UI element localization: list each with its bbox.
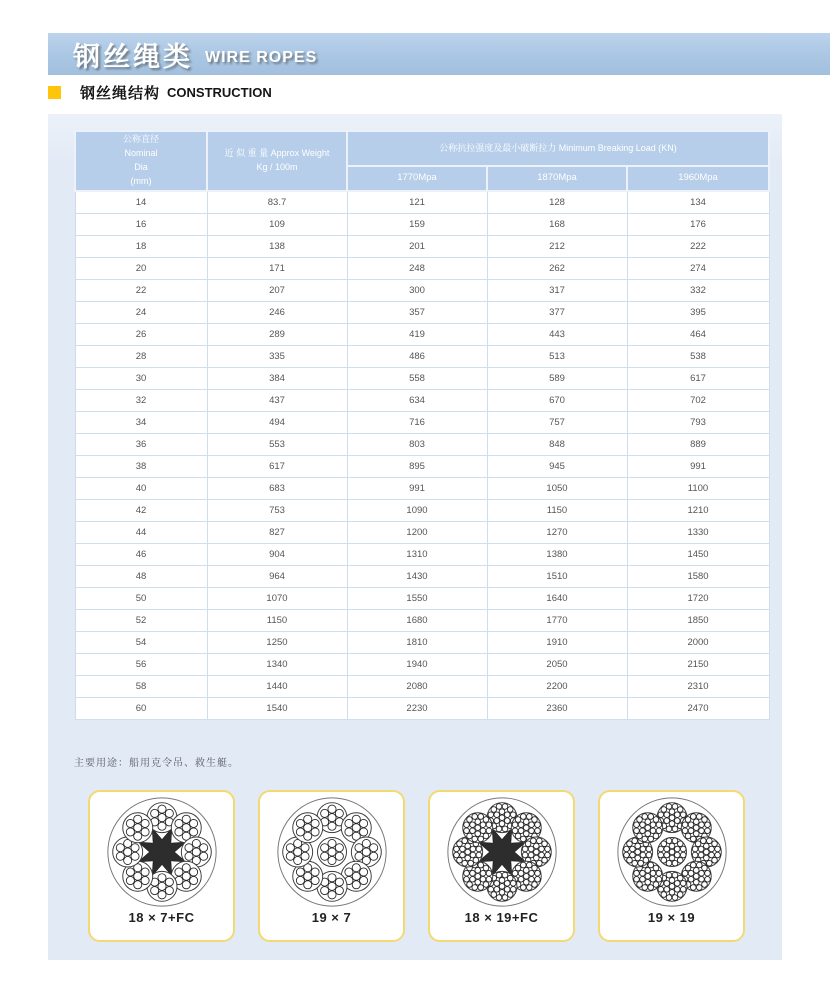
cell-load-1770: 558: [347, 367, 487, 389]
cell-diameter: 46: [75, 543, 207, 565]
cell-diameter: 16: [75, 213, 207, 235]
cell-diameter: 44: [75, 521, 207, 543]
cell-load-1770: 201: [347, 235, 487, 257]
cell-weight: 1440: [207, 675, 347, 697]
cell-diameter: 60: [75, 697, 207, 719]
cell-load-1960: 889: [627, 433, 769, 455]
cell-load-1870: 443: [487, 323, 627, 345]
table-row: [75, 521, 769, 543]
cell-load-1770: 1680: [347, 609, 487, 631]
cell-load-1960: 2000: [627, 631, 769, 653]
cell-diameter: 14: [75, 191, 207, 214]
cell-weight: 683: [207, 477, 347, 499]
spec-table: [74, 130, 770, 720]
cell-load-1870: 945: [487, 455, 627, 477]
cell-weight: 384: [207, 367, 347, 389]
cell-weight: 553: [207, 433, 347, 455]
cell-diameter: 30: [75, 367, 207, 389]
col-header-diameter-line: Nominal: [124, 147, 158, 158]
cell-load-1960: 1100: [627, 477, 769, 499]
table-row: [75, 323, 769, 345]
cell-diameter: 38: [75, 455, 207, 477]
cell-load-1870: 262: [487, 257, 627, 279]
cell-load-1770: 1430: [347, 565, 487, 587]
cell-load-1960: 1330: [627, 521, 769, 543]
cell-load-1770: 716: [347, 411, 487, 433]
col-header-breaking-load: 公称抗拉强度及最小破断拉力 Minimum Breaking Load (KN): [347, 131, 769, 166]
rope-cross-section: [274, 794, 390, 910]
table-row: [75, 301, 769, 323]
rope-construction-label: 18 × 19+FC: [464, 910, 539, 925]
rope-cross-section: [104, 794, 220, 910]
table-row: [75, 675, 769, 697]
cell-load-1870: 1770: [487, 609, 627, 631]
cell-load-1870: 317: [487, 279, 627, 301]
cell-load-1870: 1640: [487, 587, 627, 609]
table-row: [75, 609, 769, 631]
usage-footnote: 主要用途：船用克令吊、救生艇。: [74, 758, 239, 769]
cell-weight: 617: [207, 455, 347, 477]
table-row: [75, 433, 769, 455]
table-row: [75, 411, 769, 433]
cell-load-1770: 248: [347, 257, 487, 279]
col-header-weight-line: 近 似 重 量 Approx Weight: [224, 147, 330, 158]
table-row: [75, 631, 769, 653]
cell-diameter: 50: [75, 587, 207, 609]
section-title-en: CONSTRUCTION: [167, 84, 272, 100]
cell-load-1960: 2310: [627, 675, 769, 697]
rope-cross-section: [444, 794, 560, 910]
cell-load-1960: 176: [627, 213, 769, 235]
cell-load-1770: 121: [347, 191, 487, 214]
cell-load-1960: 2470: [627, 697, 769, 719]
section-title-zh: 钢丝绳结构: [80, 84, 161, 102]
cell-diameter: 48: [75, 565, 207, 587]
page-banner: [48, 33, 830, 75]
cell-weight: 437: [207, 389, 347, 411]
cell-load-1870: 2360: [487, 697, 627, 719]
cell-weight: 904: [207, 543, 347, 565]
table-row: [75, 213, 769, 235]
cell-load-1960: 134: [627, 191, 769, 214]
cell-diameter: 34: [75, 411, 207, 433]
cell-diameter: 58: [75, 675, 207, 697]
table-header-row-1: [75, 131, 769, 166]
cell-load-1770: 1810: [347, 631, 487, 653]
cell-weight: 827: [207, 521, 347, 543]
banner-title-zh: 钢丝绳类: [73, 41, 193, 72]
cell-load-1870: 513: [487, 345, 627, 367]
cell-weight: 1340: [207, 653, 347, 675]
cell-load-1870: 589: [487, 367, 627, 389]
cell-load-1960: 793: [627, 411, 769, 433]
cell-load-1770: 895: [347, 455, 487, 477]
table-row: [75, 653, 769, 675]
cell-load-1870: 377: [487, 301, 627, 323]
cell-weight: 109: [207, 213, 347, 235]
cell-load-1770: 300: [347, 279, 487, 301]
cell-load-1960: 1580: [627, 565, 769, 587]
rope-construction-label: 19 × 19: [647, 910, 696, 925]
cell-load-1870: 1270: [487, 521, 627, 543]
cell-load-1770: 634: [347, 389, 487, 411]
cell-load-1870: 2200: [487, 675, 627, 697]
cell-load-1870: 1380: [487, 543, 627, 565]
cell-load-1870: 670: [487, 389, 627, 411]
table-row: [75, 477, 769, 499]
cell-diameter: 36: [75, 433, 207, 455]
cell-load-1870: 848: [487, 433, 627, 455]
cell-weight: 246: [207, 301, 347, 323]
rope-construction-label: 18 × 7+FC: [128, 910, 195, 925]
cell-load-1770: 1550: [347, 587, 487, 609]
col-header-grade-1770: 1770Mpa: [347, 166, 487, 191]
cell-weight: 171: [207, 257, 347, 279]
section-header: [48, 84, 272, 100]
cell-load-1870: 1510: [487, 565, 627, 587]
table-row: [75, 191, 769, 214]
table-row: [75, 543, 769, 565]
cell-load-1770: 2230: [347, 697, 487, 719]
cell-load-1770: 419: [347, 323, 487, 345]
banner-title-en: WIRE ROPES: [205, 49, 318, 66]
col-header-grade-1960: 1960Mpa: [627, 166, 769, 191]
cell-diameter: 24: [75, 301, 207, 323]
cell-weight: 83.7: [207, 191, 347, 214]
cell-load-1770: 1940: [347, 653, 487, 675]
rope-construction-label: 19 × 7: [311, 910, 352, 925]
table-row: [75, 565, 769, 587]
table-row: [75, 455, 769, 477]
col-header-diameter-line: (mm): [130, 175, 152, 186]
cell-load-1960: 274: [627, 257, 769, 279]
cell-load-1870: 1050: [487, 477, 627, 499]
content-panel: [48, 114, 782, 960]
cell-load-1960: 222: [627, 235, 769, 257]
cell-load-1870: 2050: [487, 653, 627, 675]
cell-weight: 1540: [207, 697, 347, 719]
cell-load-1770: 357: [347, 301, 487, 323]
cell-load-1770: 2080: [347, 675, 487, 697]
cell-load-1960: 464: [627, 323, 769, 345]
cell-weight: 1070: [207, 587, 347, 609]
cell-load-1870: 1910: [487, 631, 627, 653]
cell-load-1870: 1150: [487, 499, 627, 521]
cell-diameter: 52: [75, 609, 207, 631]
cell-diameter: 56: [75, 653, 207, 675]
col-header-grade-1870: 1870Mpa: [487, 166, 627, 191]
cell-load-1770: 159: [347, 213, 487, 235]
cell-diameter: 20: [75, 257, 207, 279]
table-row: [75, 235, 769, 257]
rope-card: [598, 790, 745, 942]
cell-load-1960: 1210: [627, 499, 769, 521]
cell-load-1960: 1720: [627, 587, 769, 609]
col-header-diameter-line: Dia: [134, 161, 148, 172]
cell-load-1960: 1450: [627, 543, 769, 565]
table-row: [75, 697, 769, 719]
cell-diameter: 26: [75, 323, 207, 345]
cell-load-1960: 702: [627, 389, 769, 411]
cell-diameter: 42: [75, 499, 207, 521]
rope-card: [258, 790, 405, 942]
cell-load-1770: 991: [347, 477, 487, 499]
table-row: [75, 257, 769, 279]
cell-diameter: 32: [75, 389, 207, 411]
cell-weight: 1150: [207, 609, 347, 631]
cell-diameter: 54: [75, 631, 207, 653]
table-row: [75, 499, 769, 521]
rope-diagram-cards: [88, 790, 745, 942]
cell-weight: 207: [207, 279, 347, 301]
col-header-diameter: [75, 131, 207, 191]
cell-load-1870: 212: [487, 235, 627, 257]
rope-card: [88, 790, 235, 942]
cell-load-1960: 332: [627, 279, 769, 301]
cell-weight: 1250: [207, 631, 347, 653]
rope-card: [428, 790, 575, 942]
cell-load-1960: 2150: [627, 653, 769, 675]
cell-load-1870: 128: [487, 191, 627, 214]
table-row: [75, 279, 769, 301]
cell-load-1870: 168: [487, 213, 627, 235]
rope-cross-section: [614, 794, 730, 910]
cell-load-1870: 757: [487, 411, 627, 433]
cell-diameter: 28: [75, 345, 207, 367]
cell-diameter: 40: [75, 477, 207, 499]
cell-load-1960: 617: [627, 367, 769, 389]
col-header-diameter-line: 公称直径: [122, 134, 159, 144]
cell-weight: 138: [207, 235, 347, 257]
cell-diameter: 22: [75, 279, 207, 301]
cell-weight: 964: [207, 565, 347, 587]
cell-load-1770: 1200: [347, 521, 487, 543]
cell-load-1960: 1850: [627, 609, 769, 631]
cell-load-1770: 1310: [347, 543, 487, 565]
col-header-weight-line: Kg / 100m: [256, 161, 298, 172]
table-row: [75, 587, 769, 609]
cell-weight: 289: [207, 323, 347, 345]
cell-weight: 753: [207, 499, 347, 521]
col-header-weight: [207, 131, 347, 191]
cell-load-1770: 486: [347, 345, 487, 367]
cell-load-1770: 803: [347, 433, 487, 455]
cell-load-1960: 538: [627, 345, 769, 367]
cell-diameter: 18: [75, 235, 207, 257]
cell-load-1960: 991: [627, 455, 769, 477]
yellow-square-icon: [48, 86, 61, 99]
cell-weight: 494: [207, 411, 347, 433]
table-row: [75, 367, 769, 389]
table-row: [75, 389, 769, 411]
table-row: [75, 345, 769, 367]
cell-weight: 335: [207, 345, 347, 367]
cell-load-1770: 1090: [347, 499, 487, 521]
cell-load-1960: 395: [627, 301, 769, 323]
